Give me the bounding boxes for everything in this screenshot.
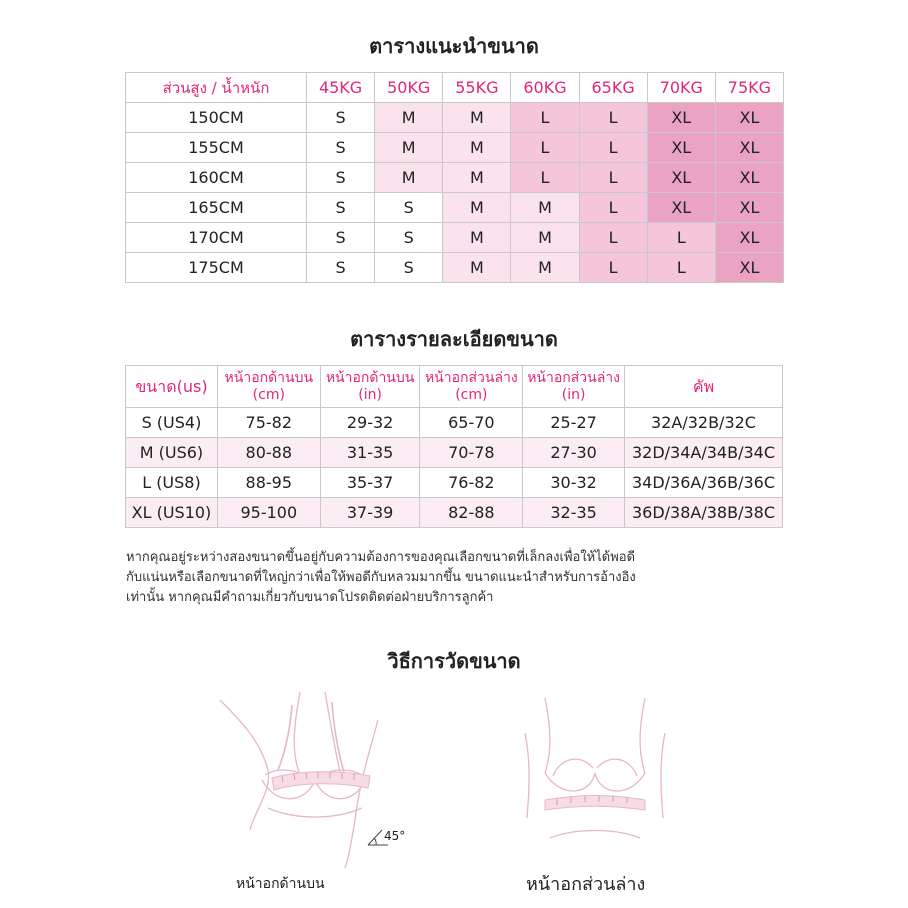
detail-header-cell <box>625 366 783 408</box>
height-weight-header: ส่วนสูง / น้ำหนัก <box>126 73 307 103</box>
size-cell: M <box>443 253 511 283</box>
size-cell: M <box>443 133 511 163</box>
weight-header: 70KG <box>647 73 715 103</box>
measurement-cell: 37-39 <box>320 498 420 528</box>
detail-table-row <box>126 438 783 468</box>
angle-label: 45° <box>384 829 406 843</box>
measure-title: วิธีการวัดขนาด <box>387 649 521 673</box>
header-line: หน้าอกด้านบน <box>325 369 415 386</box>
size-table-row <box>126 193 784 223</box>
under-bust-caption: หน้าอกส่วนล่าง <box>526 874 646 895</box>
size-cell: S <box>375 223 443 253</box>
detail-header-cell <box>217 366 320 408</box>
size-cell: S <box>307 163 375 193</box>
weight-header: 75KG <box>715 73 783 103</box>
measurement-cell: 36D/38A/38B/38C <box>625 498 783 528</box>
measurement-cell: 25-27 <box>523 408 625 438</box>
measurement-cell: 35-37 <box>320 468 420 498</box>
weight-header: 60KG <box>511 73 579 103</box>
size-cell: M <box>375 133 443 163</box>
detail-header-cell <box>320 366 420 408</box>
size-cell: M <box>443 103 511 133</box>
size-table-row <box>126 133 784 163</box>
size-cell: M <box>511 193 579 223</box>
size-label-cell: S (US4) <box>126 408 218 438</box>
size-cell: M <box>443 223 511 253</box>
size-cell: L <box>579 163 647 193</box>
header-line: คัพ <box>692 376 715 396</box>
size-label-cell: L (US8) <box>126 468 218 498</box>
measurement-cell: 70-78 <box>420 438 523 468</box>
size-cell: M <box>511 223 579 253</box>
size-chart-title: ตารางแนะนำขนาด <box>369 34 539 58</box>
size-cell: XL <box>647 133 715 163</box>
size-cell: L <box>511 163 579 193</box>
detail-chart-title: ตารางรายละเอียดขนาด <box>350 327 558 351</box>
size-cell: L <box>579 193 647 223</box>
measurement-cell: 32A/32B/32C <box>625 408 783 438</box>
header-line: หน้าอกส่วนล่าง <box>424 369 518 386</box>
height-cell: 150CM <box>126 103 307 133</box>
size-cell: M <box>375 163 443 193</box>
measurement-cell: 31-35 <box>320 438 420 468</box>
detail-table-row <box>126 498 783 528</box>
under-bust-illustration <box>505 688 685 848</box>
size-cell: S <box>375 253 443 283</box>
size-cell: S <box>307 223 375 253</box>
size-cell: XL <box>715 223 783 253</box>
size-cell: XL <box>715 103 783 133</box>
size-cell: M <box>511 253 579 283</box>
measurement-cell: 27-30 <box>523 438 625 468</box>
size-table-row <box>126 103 784 133</box>
size-recommendation-table <box>125 72 784 283</box>
measurement-cell: 32-35 <box>523 498 625 528</box>
weight-header: 65KG <box>579 73 647 103</box>
height-cell: 155CM <box>126 133 307 163</box>
size-cell: L <box>579 133 647 163</box>
size-cell: XL <box>647 193 715 223</box>
weight-header: 45KG <box>307 73 375 103</box>
measurement-cell: 30-32 <box>523 468 625 498</box>
detail-header-cell <box>523 366 625 408</box>
size-cell: M <box>375 103 443 133</box>
note-line: หากคุณอยู่ระหว่างสองขนาดขึ้นอยู่กับความต้องการของคุณเลือกขนาดที่เล็กลงเพื่อให้ได้พอดี <box>126 550 636 565</box>
size-cell: L <box>579 253 647 283</box>
size-cell: L <box>647 253 715 283</box>
detail-table-row <box>126 468 783 498</box>
size-table-row <box>126 163 784 193</box>
size-cell: S <box>307 253 375 283</box>
measurement-cell: 95-100 <box>217 498 320 528</box>
size-note <box>126 548 786 608</box>
size-cell: S <box>307 193 375 223</box>
size-cell: L <box>511 133 579 163</box>
measurement-cell: 76-82 <box>420 468 523 498</box>
height-cell: 170CM <box>126 223 307 253</box>
measurement-cell: 88-95 <box>217 468 320 498</box>
size-cell: M <box>443 163 511 193</box>
header-line: หน้าอกส่วนล่าง <box>527 369 621 386</box>
size-cell: XL <box>647 103 715 133</box>
size-detail-table <box>125 365 783 528</box>
size-table-row <box>126 253 784 283</box>
size-label-cell: M (US6) <box>126 438 218 468</box>
detail-table-row <box>126 408 783 438</box>
note-line: เท่านั้น หากคุณมีคำถามเกี่ยวกับขนาดโปรดติดต่อฝ่ายบริการลูกค้า <box>126 590 494 605</box>
size-cell: S <box>375 193 443 223</box>
header-unit: (cm) <box>455 386 488 403</box>
size-label-cell: XL (US10) <box>126 498 218 528</box>
size-cell: L <box>579 223 647 253</box>
size-table-row <box>126 223 784 253</box>
size-cell: L <box>647 223 715 253</box>
size-cell: L <box>579 103 647 133</box>
header-unit: (in) <box>358 386 382 403</box>
size-cell: M <box>443 193 511 223</box>
detail-header-cell <box>126 366 218 408</box>
weight-header: 50KG <box>375 73 443 103</box>
upper-bust-caption: หน้าอกด้านบน <box>236 876 325 892</box>
measurement-cell: 75-82 <box>217 408 320 438</box>
weight-header: 55KG <box>443 73 511 103</box>
header-line: ขนาด(us) <box>135 376 208 396</box>
measurement-cell: 34D/36A/36B/36C <box>625 468 783 498</box>
height-cell: 160CM <box>126 163 307 193</box>
measurement-cell: 29-32 <box>320 408 420 438</box>
size-cell: XL <box>647 163 715 193</box>
header-unit: (cm) <box>252 386 285 403</box>
height-cell: 175CM <box>126 253 307 283</box>
measurement-cell: 32D/34A/34B/34C <box>625 438 783 468</box>
size-table-header-row <box>126 73 784 103</box>
detail-table-header-row <box>126 366 783 408</box>
measurement-cell: 65-70 <box>420 408 523 438</box>
size-cell: S <box>307 133 375 163</box>
header-unit: (in) <box>561 386 586 403</box>
size-cell: XL <box>715 193 783 223</box>
size-cell: XL <box>715 133 783 163</box>
measurement-cell: 82-88 <box>420 498 523 528</box>
header-line: หน้าอกด้านบน <box>224 369 314 386</box>
height-cell: 165CM <box>126 193 307 223</box>
note-line: กับแน่นหรือเลือกขนาดที่ใหญ่กว่าเพื่อให้พอดีกับหลวมมากขึ้น ขนาดแนะนำสำหรับการอ้างอิง <box>126 570 636 585</box>
size-cell: L <box>511 103 579 133</box>
measurement-cell: 80-88 <box>217 438 320 468</box>
size-cell: XL <box>715 253 783 283</box>
size-cell: XL <box>715 163 783 193</box>
size-cell: S <box>307 103 375 133</box>
detail-header-cell <box>420 366 523 408</box>
upper-bust-illustration <box>200 680 430 870</box>
